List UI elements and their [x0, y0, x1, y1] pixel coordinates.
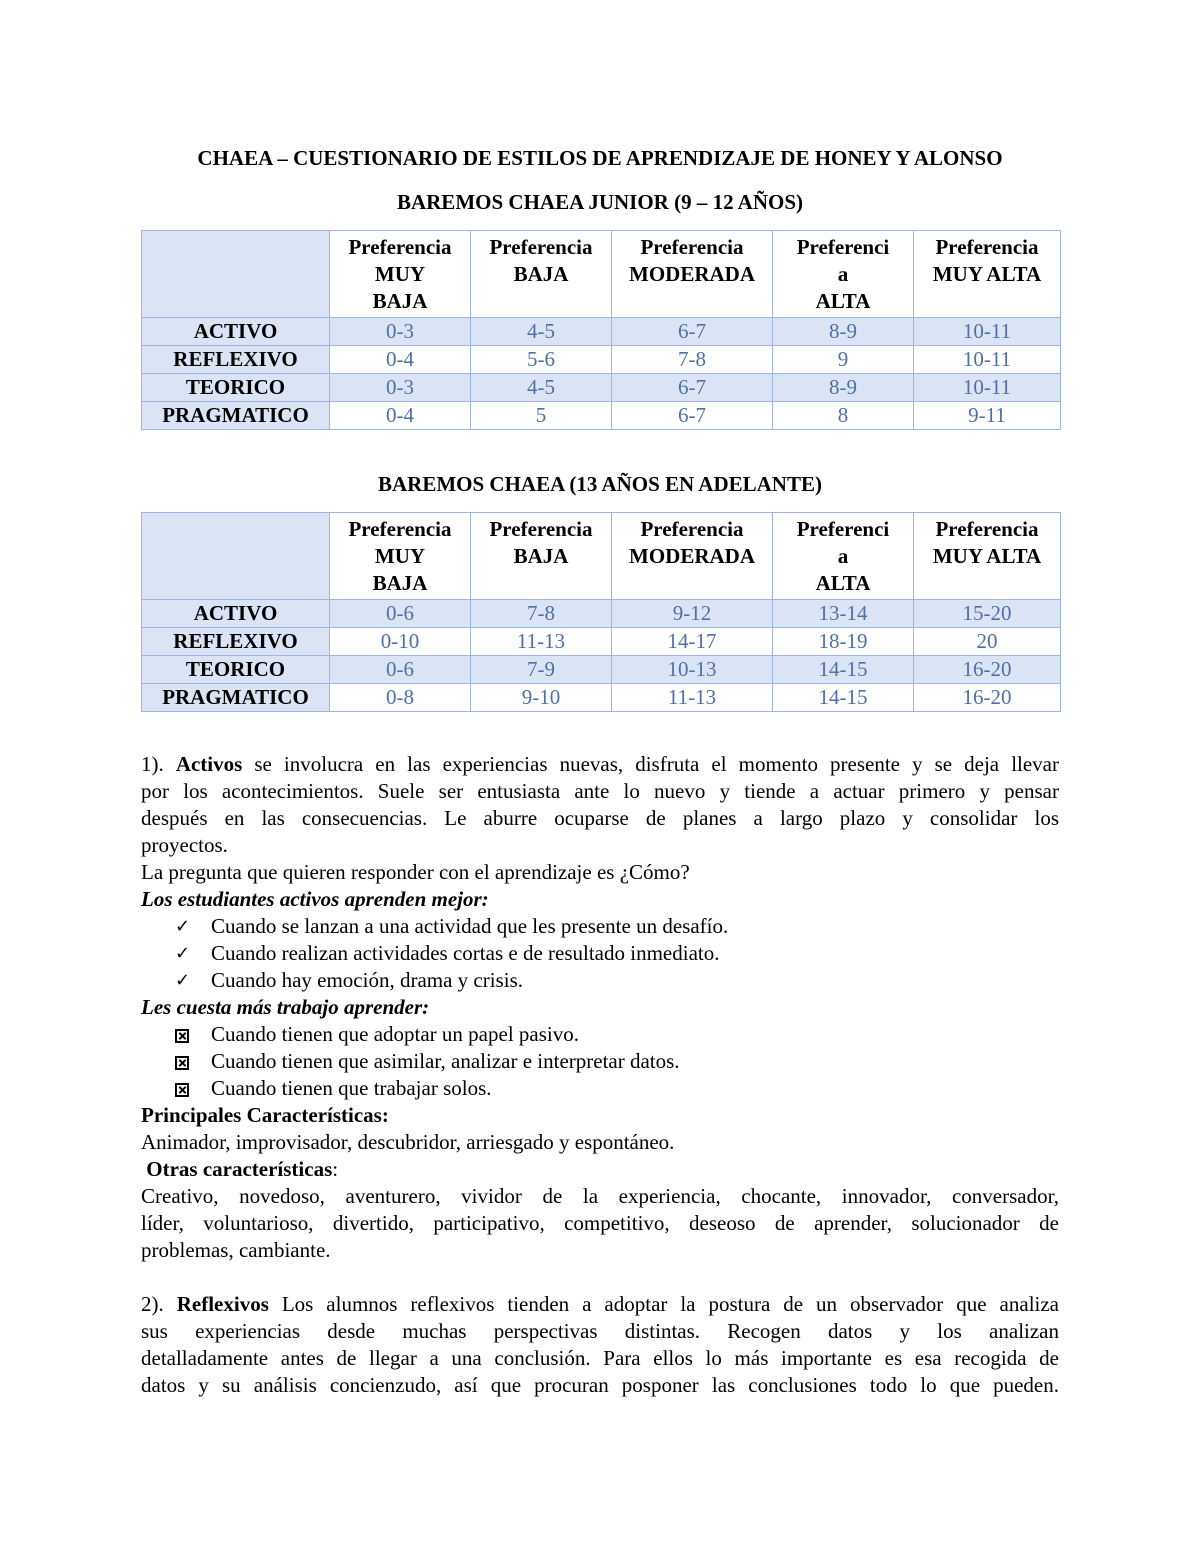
document-title: CHAEA – CUESTIONARIO DE ESTILOS DE APRENDIZAJE DE HONEY Y ALONSO — [197, 146, 1003, 170]
table-cell: 9 — [773, 346, 914, 374]
main-characteristics-text: Animador, improvisador, descubridor, arriesgado y espontáneo. — [141, 1130, 675, 1154]
header-muy-baja: Preferencia MUY BAJA — [330, 513, 471, 600]
table-cell: 13-14 — [773, 600, 914, 628]
table-cell: 0-8 — [330, 684, 471, 712]
header-alta: Preferenci a ALTA — [773, 231, 914, 318]
table-cell: 0-10 — [330, 628, 471, 656]
x-box-icon — [175, 1083, 189, 1097]
table-cell: 10-11 — [914, 374, 1061, 402]
reflexivos-paragraph-line: detalladamente antes de llegar a una conclusión. Para ellos lo más importante es esa recogida de — [141, 1346, 1059, 1370]
table-row — [142, 374, 1061, 402]
table-cell: 14-15 — [773, 656, 914, 684]
table-cell: 0-6 — [330, 600, 471, 628]
table-cell: 0-6 — [330, 656, 471, 684]
table-cell: 5-6 — [471, 346, 612, 374]
table-corner-cell — [142, 513, 330, 600]
header-muy-baja: Preferencia MUY BAJA — [330, 231, 471, 318]
other-characteristics-line: Creativo, novedoso, aventurero, vividor de la experiencia, chocante, innovador, conversador, — [141, 1184, 1059, 1208]
table-cell: 8 — [773, 402, 914, 430]
table-cell: 11-13 — [471, 628, 612, 656]
table-cell: 6-7 — [612, 402, 773, 430]
table-cell: 10-13 — [612, 656, 773, 684]
junior-table-title: BAREMOS CHAEA JUNIOR (9 – 12 AÑOS) — [396, 190, 804, 214]
adult-baremo-table — [141, 512, 1061, 712]
table-cell: 14-17 — [612, 628, 773, 656]
learn-harder-title: Les cuesta más trabajo aprender: — [141, 995, 430, 1019]
other-characteristics-line: problemas, cambiante. — [141, 1238, 331, 1262]
list-item: ✓ Cuando realizan actividades cortas e de resultado inmediato. — [175, 941, 720, 965]
table-row — [142, 402, 1061, 430]
learn-harder-list — [141, 1021, 1059, 1102]
table-row — [142, 628, 1061, 656]
table-row — [142, 600, 1061, 628]
row-label: TEORICO — [142, 656, 330, 684]
table-cell: 6-7 — [612, 318, 773, 346]
table-corner-cell — [142, 231, 330, 318]
header-muy-alta: Preferencia MUY ALTA — [914, 231, 1061, 318]
header-baja: Preferencia BAJA — [471, 231, 612, 318]
table-cell: 9-11 — [914, 402, 1061, 430]
learn-better-list — [141, 913, 1059, 994]
paragraph-spacer — [141, 1264, 1059, 1291]
header-baja: Preferencia BAJA — [471, 513, 612, 600]
table-cell: 7-9 — [471, 656, 612, 684]
x-box-icon — [175, 1029, 189, 1043]
table-cell: 11-13 — [612, 684, 773, 712]
row-label: PRAGMATICO — [142, 402, 330, 430]
table-cell: 8-9 — [773, 318, 914, 346]
table-cell: 10-11 — [914, 318, 1061, 346]
row-label: REFLEXIVO — [142, 346, 330, 374]
reflexivos-paragraph-line: sus experiencias desde muchas perspectivas distintas. Recogen datos y los analizan — [141, 1319, 1059, 1343]
table-cell: 0-4 — [330, 346, 471, 374]
table-cell: 0-3 — [330, 318, 471, 346]
table-cell: 4-5 — [471, 318, 612, 346]
other-characteristics-title: Otras características: — [146, 1157, 339, 1181]
body-text — [141, 751, 1059, 1399]
learn-better-title: Los estudiantes activos aprenden mejor: — [141, 887, 489, 911]
row-label: TEORICO — [142, 374, 330, 402]
other-characteristics-line: líder, voluntarioso, divertido, participativo, competitivo, deseoso de aprender, solucionador de — [141, 1211, 1059, 1235]
table-cell: 0-3 — [330, 374, 471, 402]
list-item: Cuando tienen que trabajar solos. — [141, 1075, 1059, 1102]
table-cell: 7-8 — [471, 600, 612, 628]
list-item: ✓ Cuando hay emoción, drama y crisis. — [175, 968, 524, 992]
table-cell: 0-4 — [330, 402, 471, 430]
table-cell: 7-8 — [612, 346, 773, 374]
activos-term: Activos — [175, 752, 243, 776]
table-row — [142, 346, 1061, 374]
checkmark-icon: ✓ — [175, 943, 191, 964]
main-characteristics-title: Principales Características: — [141, 1103, 389, 1127]
reflexivos-paragraph-line: datos y su análisis concienzudo, así que procuran posponer las conclusiones todo lo que pueden. — [141, 1373, 1059, 1397]
list-item: ✓ Cuando se lanzan a una actividad que les presente un desafío. — [175, 914, 729, 938]
table-cell: 16-20 — [914, 656, 1061, 684]
reflexivos-term: Reflexivos — [176, 1292, 269, 1316]
row-label: ACTIVO — [142, 600, 330, 628]
table-cell: 20 — [914, 628, 1061, 656]
table-cell: 14-15 — [773, 684, 914, 712]
reflexivos-paragraph-line: 2). Reflexivos Los alumnos reflexivos tienden a adoptar la postura de un observador que analiza — [141, 1292, 1059, 1316]
header-moderada: Preferencia MODERADA — [612, 231, 773, 318]
list-item: Cuando tienen que adoptar un papel pasivo. — [141, 1021, 1059, 1048]
activos-question: La pregunta que quieren responder con el aprendizaje es ¿Cómo? — [141, 860, 690, 884]
activos-paragraph-line: después en las consecuencias. Le aburre ocuparse de planes a largo plazo y consolidar los — [141, 806, 1059, 830]
table-cell: 10-11 — [914, 346, 1061, 374]
header-muy-alta: Preferencia MUY ALTA — [914, 513, 1061, 600]
header-alta: Preferenci a ALTA — [773, 513, 914, 600]
table-row — [142, 318, 1061, 346]
x-box-icon — [175, 1056, 189, 1070]
table-cell: 4-5 — [471, 374, 612, 402]
table-cell: 18-19 — [773, 628, 914, 656]
checkmark-icon: ✓ — [175, 916, 191, 937]
header-moderada: Preferencia MODERADA — [612, 513, 773, 600]
row-label: PRAGMATICO — [142, 684, 330, 712]
table-cell: 8-9 — [773, 374, 914, 402]
adult-table-title: BAREMOS CHAEA (13 AÑOS EN ADELANTE) — [378, 472, 822, 496]
row-label: ACTIVO — [142, 318, 330, 346]
table-cell: 15-20 — [914, 600, 1061, 628]
checkmark-icon: ✓ — [175, 970, 191, 991]
table-cell: 6-7 — [612, 374, 773, 402]
junior-baremo-table — [141, 230, 1061, 430]
row-label: REFLEXIVO — [142, 628, 330, 656]
table-cell: 9-12 — [612, 600, 773, 628]
activos-paragraph-line: proyectos. — [141, 833, 228, 857]
table-cell: 9-10 — [471, 684, 612, 712]
table-row — [142, 656, 1061, 684]
table-row — [142, 684, 1061, 712]
activos-paragraph-line: 1). Activos se involucra en las experiencias nuevas, disfruta el momento presente y se deja llevar — [141, 752, 1059, 776]
table-cell: 5 — [471, 402, 612, 430]
activos-paragraph-line: por los acontecimientos. Suele ser entusiasta ante lo nuevo y tiende a actuar primero y pensar — [141, 779, 1059, 803]
list-item: Cuando tienen que asimilar, analizar e interpretar datos. — [141, 1048, 1059, 1075]
table-cell: 16-20 — [914, 684, 1061, 712]
